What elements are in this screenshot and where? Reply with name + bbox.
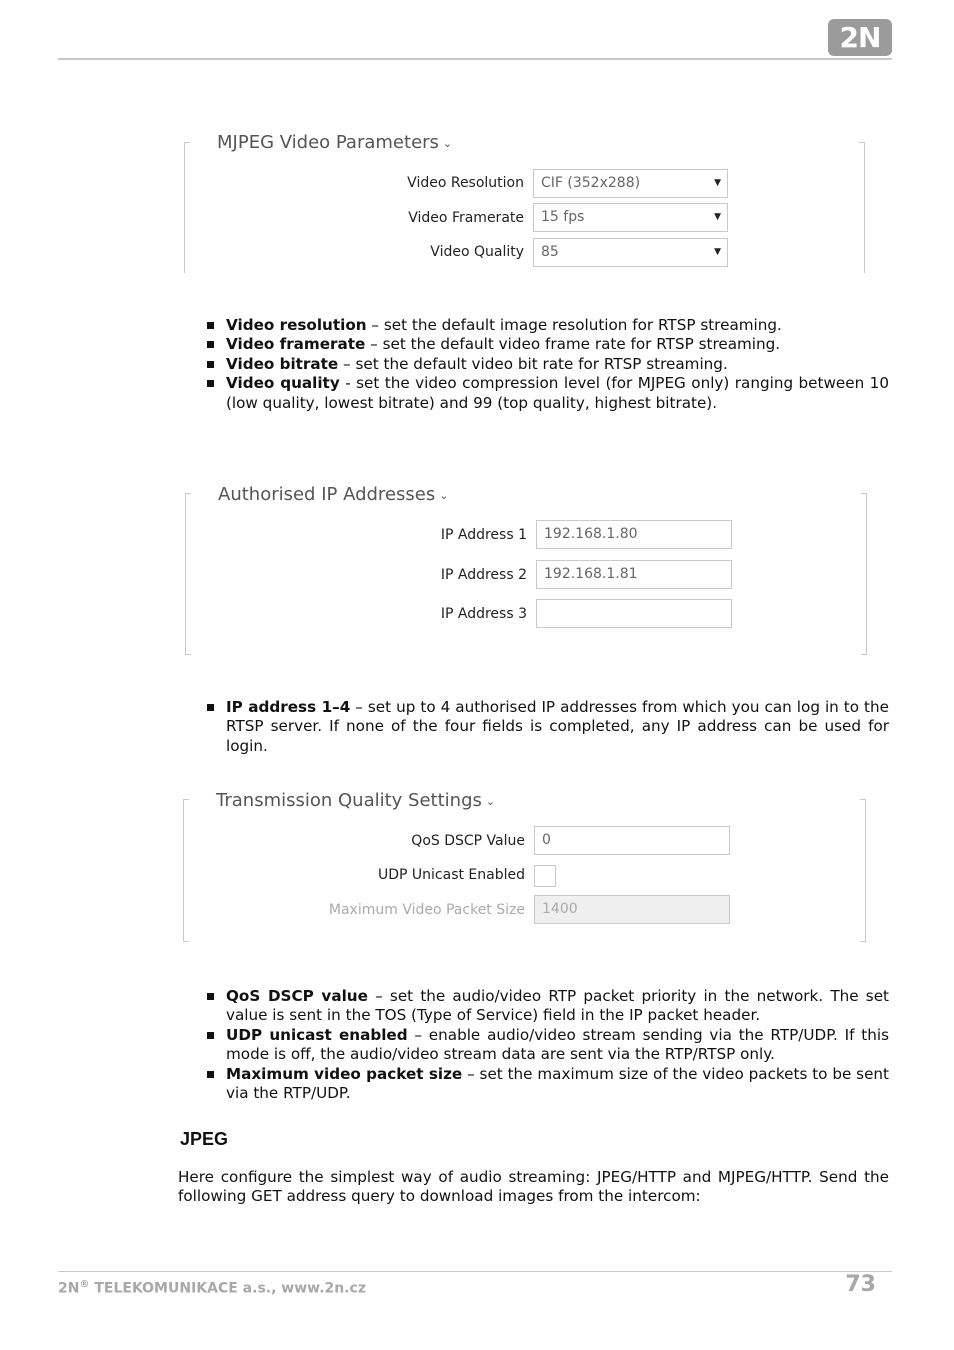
ip-address-1-input[interactable]: 192.168.1.80 xyxy=(536,520,732,549)
list-item xyxy=(206,698,889,756)
bullet-term: Video quality xyxy=(226,374,340,393)
bullet-term: Video bitrate xyxy=(226,354,339,373)
chevron-down-icon: ⌄ xyxy=(439,488,449,502)
qos-dscp-label: QoS DSCP Value xyxy=(411,833,525,849)
video-quality-label: Video Quality xyxy=(430,244,524,260)
bullet-text: – set the maximum size of the video packets to be sent via the RTP/UDP. xyxy=(226,1064,889,1103)
ip-address-2-input[interactable]: 192.168.1.81 xyxy=(536,560,732,589)
video-framerate-select[interactable] xyxy=(533,203,728,232)
ip-address-1-label: IP Address 1 xyxy=(440,527,527,543)
list-item xyxy=(206,1026,889,1065)
list-item xyxy=(206,355,889,374)
ip-address-3-input[interactable] xyxy=(536,599,732,628)
list-item xyxy=(206,987,889,1026)
max-video-packet-size-input[interactable]: 1400 xyxy=(534,895,730,924)
video-quality-select[interactable] xyxy=(533,238,728,267)
header-divider xyxy=(58,58,892,60)
list-item xyxy=(206,374,889,413)
mjpeg-panel-title[interactable] xyxy=(217,132,452,153)
chevron-down-icon: ⌄ xyxy=(442,136,453,150)
footer-divider xyxy=(58,1271,892,1272)
max-video-packet-size-label: Maximum Video Packet Size xyxy=(328,902,525,918)
video-resolution-select[interactable] xyxy=(533,169,728,198)
section-paragraph: Here configure the simplest way of audio streaming: JPEG/HTTP and MJPEG/HTTP. Send the following GET address query to download images from the intercom: xyxy=(178,1168,889,1206)
dropdown-arrow-icon: ▼ xyxy=(714,178,721,188)
mjpeg-video-parameters-panel xyxy=(184,142,865,273)
bullet-text: – set the audio/video RTP packet priority in the network. The set value is sent in the TOS (Type of Service) field in the IP packet header. xyxy=(226,987,889,1025)
ip-panel-title[interactable] xyxy=(218,484,448,505)
bullet-text: – set the default image resolution for RTSP streaming. xyxy=(366,316,782,334)
bullet-term: UDP unicast enabled xyxy=(226,1025,408,1044)
bullet-term: QoS DSCP value xyxy=(226,987,368,1005)
ip-address-2-label: IP Address 2 xyxy=(440,567,527,583)
video-resolution-label: Video Resolution xyxy=(407,175,524,191)
tq-panel-title[interactable] xyxy=(216,790,495,811)
tq-panel-title-text: Transmission Quality Settings xyxy=(216,790,482,811)
panel-bracket-left xyxy=(184,142,190,273)
tq-bullet-list xyxy=(206,987,889,1103)
bullet-text: - set the video compression level (for MJPEG only) ranging between 10 (low quality, lowest bitrate) and 99 (top quality, highest bitrate). xyxy=(226,374,889,412)
ip-bullet-list xyxy=(206,698,889,756)
video-framerate-value: 15 fps xyxy=(541,209,585,225)
bullet-text: – enable audio/video stream sending via the RTP/UDP. If this mode is off, the audio/video stream data are sent via the RTP/RTSP only. xyxy=(226,1025,889,1064)
list-item xyxy=(206,1065,889,1104)
qos-dscp-input[interactable]: 0 xyxy=(534,826,730,855)
registered-mark: ® xyxy=(79,1279,90,1290)
footer-company xyxy=(58,1279,366,1297)
mjpeg-panel-title-text: MJPEG Video Parameters xyxy=(217,132,439,153)
video-quality-value: 85 xyxy=(541,244,559,260)
footer-brand: 2N xyxy=(58,1280,80,1297)
dropdown-arrow-icon: ▼ xyxy=(714,247,721,257)
list-item xyxy=(206,316,889,335)
chevron-down-icon: ⌄ xyxy=(485,794,496,808)
panel-bracket-right xyxy=(859,142,865,273)
bullet-text: – set the default video frame rate for RTSP streaming. xyxy=(365,335,781,354)
udp-unicast-label: UDP Unicast Enabled xyxy=(377,867,525,883)
mjpeg-bullet-list xyxy=(206,316,889,413)
bullet-text: – set up to 4 authorised IP addresses from which you can log in to the RTSP server. If none of the four fields is completed, any IP address can be used for login. xyxy=(226,698,889,755)
dropdown-arrow-icon: ▼ xyxy=(714,212,721,222)
panel-bracket-left xyxy=(183,799,189,942)
ip-panel-title-text: Authorised IP Addresses xyxy=(218,484,436,505)
video-framerate-label: Video Framerate xyxy=(408,210,524,226)
bullet-term: Maximum video packet size xyxy=(226,1064,463,1083)
bullet-term: IP address 1–4 xyxy=(226,698,351,716)
panel-bracket-right xyxy=(860,799,866,942)
section-heading-jpeg: JPEG xyxy=(180,1129,229,1149)
bullet-text: – set the default video bit rate for RTSP streaming. xyxy=(338,354,728,373)
footer-company-text: TELEKOMUNIKACE a.s., www.2n.cz xyxy=(89,1280,366,1297)
list-item xyxy=(206,335,889,354)
bullet-term: Video framerate xyxy=(226,335,366,354)
ip-address-3-label: IP Address 3 xyxy=(440,606,527,622)
udp-unicast-checkbox[interactable] xyxy=(534,865,556,887)
panel-bracket-left xyxy=(185,493,191,655)
bullet-term: Video resolution xyxy=(226,316,367,334)
page-number: 73 xyxy=(845,1272,876,1297)
video-resolution-value: CIF (352x288) xyxy=(541,175,641,191)
company-logo: 2N xyxy=(828,19,892,56)
panel-bracket-right xyxy=(861,493,867,655)
